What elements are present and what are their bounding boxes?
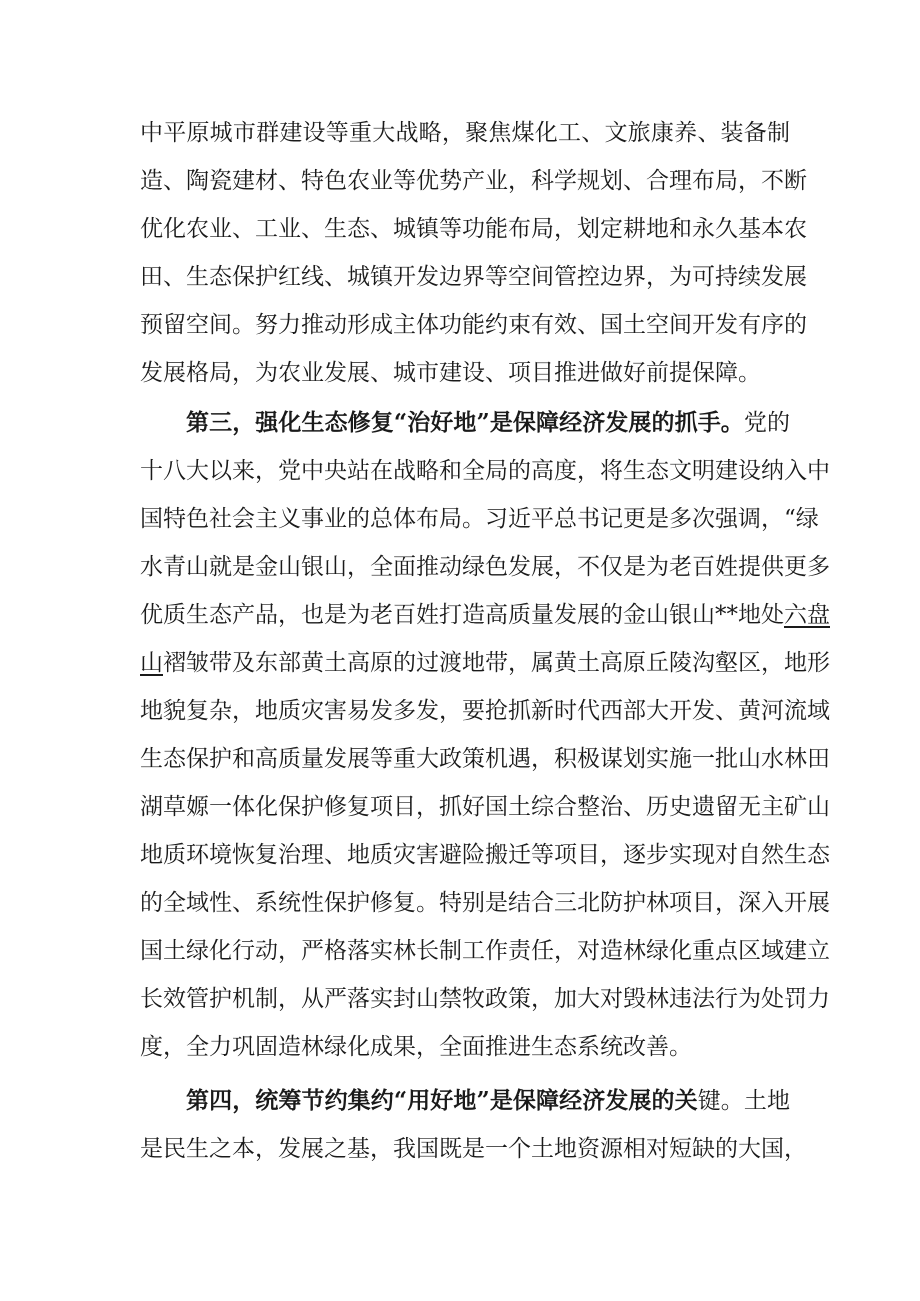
paragraph-text: 键。土地 — [697, 1088, 790, 1114]
paragraph-line: 十八大以来，党中央站在战略和全局的高度，将生态文明建设纳入中 — [140, 458, 830, 484]
paragraph-line: 是民生之本，发展之基，我国既是一个土地资源相对短缺的大国， — [140, 1136, 807, 1162]
paragraph-line: 生态保护和高质量发展等重大政策机遇，积极谋划实施一批山水林田 — [140, 746, 830, 772]
paragraph-line: 国土绿化行动，严格落实林长制工作责任，对造林绿化重点区域建立 — [140, 938, 830, 964]
paragraph-text: 褶皱带及东部黄土高原的过渡地带，属黄土高原丘陵沟壑区，地形 — [163, 650, 830, 676]
paragraph-line: 湖草嫄一体化保护修复项目，抓好国土综合整治、历史遗留无主矿山 — [140, 794, 830, 820]
paragraph-line: 国特色社会主义事业的总体布局。习近平总书记更是多次强调，“绿 — [140, 506, 819, 532]
paragraph-line: 中平原城市群建设等重大战略，聚焦煤化工、文旅康养、装备制 — [140, 120, 790, 146]
paragraph-text: 优质生态产品，也是为老百姓打造高质量发展的金山银山**地处 — [140, 602, 784, 628]
paragraph-line: 水青山就是金山银山，全面推动绿色发展，不仅是为老百姓提供更多 — [140, 554, 830, 580]
section-four-heading: 第四，统筹节约集约“用好地”是保障经济发展的关 — [186, 1087, 698, 1114]
paragraph-line: 优化农业、工业、生态、城镇等功能布局，划定耕地和永久基本农 — [140, 216, 807, 242]
paragraph-line: 度，全力巩固造林绿化成果，全面推进生态系统改善。 — [140, 1034, 692, 1060]
paragraph-text: 党的 — [743, 410, 791, 436]
section-three-first-line — [186, 403, 790, 443]
section-four-first-line — [186, 1081, 790, 1121]
paragraph-line: 的全域性、系统性保护修复。特别是结合三北防护林项目，深入开展 — [140, 890, 830, 916]
paragraph-line: 田、生态保护红线、城镇开发边界等空间管控边界，为可持续发展 — [140, 264, 807, 290]
paragraph-line — [140, 595, 830, 635]
paragraph-line: 发展格局，为农业发展、城市建设、项目推进做好前提保障。 — [140, 360, 761, 386]
paragraph-line: 造、陶瓷建材、特色农业等优势产业，科学规划、合理布局，不断 — [140, 168, 807, 194]
paragraph-line — [140, 643, 830, 683]
section-three-heading: 第三，强化生态修复“治好地”是保障经济发展的抓手。 — [186, 409, 744, 436]
paragraph-line: 预留空间。努力推动形成主体功能约束有效、国土空间开发有序的 — [140, 312, 807, 338]
paragraph-line: 长效管护机制，从严落实封山禁牧政策，加大对毁林违法行为处罚力 — [140, 986, 830, 1012]
paragraph-line: 地质环境恢复治理、地质灾害避险搬迁等项目，逐步实现对自然生态 — [140, 842, 830, 868]
underlined-place-name-cont: 山 — [140, 650, 163, 676]
underlined-place-name: 六盘 — [784, 602, 830, 628]
paragraph-line: 地貌复杂，地质灾害易发多发，要抢抓新时代西部大开发、黄河流域 — [140, 698, 830, 724]
